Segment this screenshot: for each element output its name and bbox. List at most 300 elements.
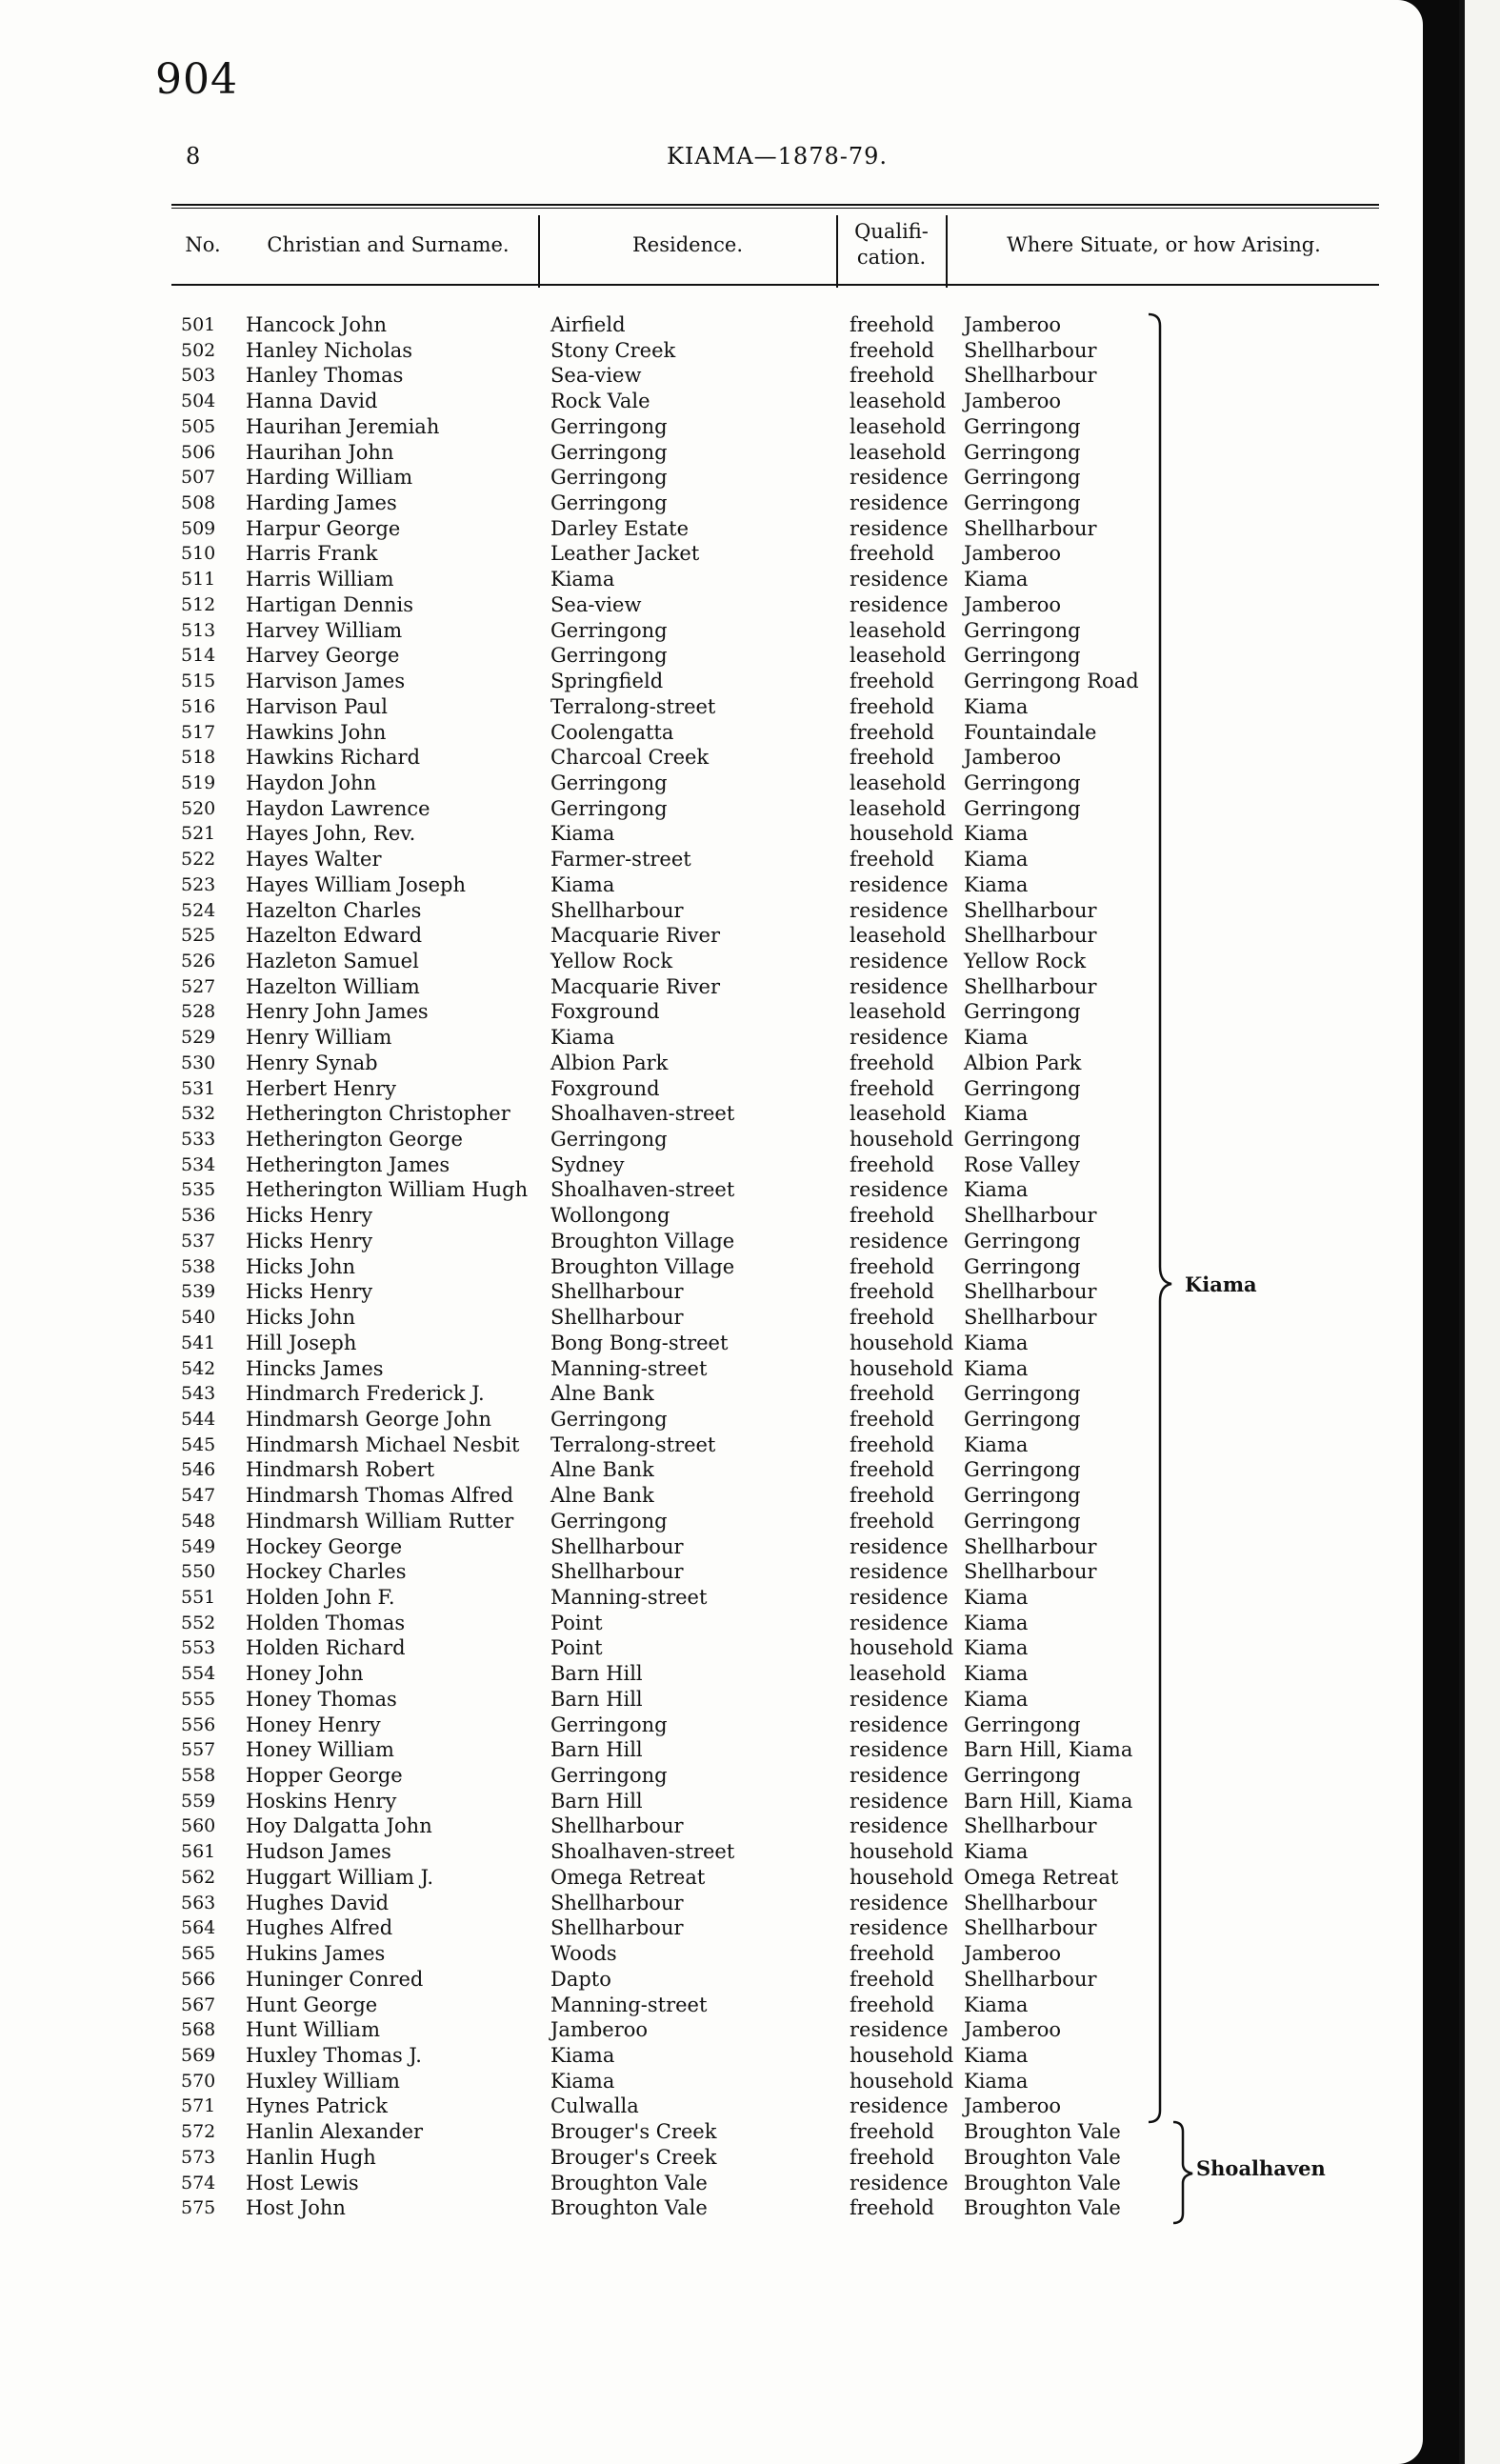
residence: Springfield xyxy=(550,670,664,693)
where-situate: Shellharbour xyxy=(964,338,1097,362)
voter-name: Huxley William xyxy=(246,2069,400,2093)
table-row xyxy=(0,1356,1423,1382)
table-row xyxy=(0,1534,1423,1560)
voter-name: Hukins James xyxy=(246,1942,386,1966)
where-situate: Jamberoo xyxy=(964,746,1062,770)
qualification: freehold xyxy=(850,670,934,693)
entry-number: 562 xyxy=(181,1866,216,1888)
qualification: leasehold xyxy=(850,796,947,820)
residence: Yellow Rock xyxy=(550,950,673,972)
table-row xyxy=(0,618,1423,644)
table-row xyxy=(0,1915,1423,1941)
qualification: residence xyxy=(850,2094,949,2118)
residence: Leather Jacket xyxy=(550,542,700,566)
page-number: 8 xyxy=(186,143,201,170)
where-situate: Shellharbour xyxy=(964,516,1097,540)
residence: Culwalla xyxy=(550,2094,639,2118)
header-qualification: Qualifi- cation. xyxy=(854,220,929,269)
entry-number: 516 xyxy=(181,695,216,717)
qualification: freehold xyxy=(850,1432,934,1456)
qualification: household xyxy=(850,2069,954,2093)
voter-name: Hindmarch Frederick J. xyxy=(246,1382,485,1406)
qualification: residence xyxy=(850,872,949,896)
voter-name: Huxley Thomas J. xyxy=(246,2043,422,2067)
qualification: residence xyxy=(850,1178,949,1202)
where-situate: Albion Park xyxy=(964,1051,1082,1074)
table-row xyxy=(0,2093,1423,2119)
voter-name: Hetherington George xyxy=(246,1128,463,1152)
voter-name: Hanley Nicholas xyxy=(246,338,413,362)
where-situate: Kiama xyxy=(964,694,1029,718)
qualification: leasehold xyxy=(850,414,947,438)
qualification: leasehold xyxy=(850,924,947,948)
voter-name: Hancock John xyxy=(246,313,388,336)
table-row xyxy=(0,414,1423,440)
voter-name: Hindmarsh George John xyxy=(246,1407,491,1431)
entry-number: 542 xyxy=(181,1357,216,1379)
voter-name: Hockey Charles xyxy=(246,1560,407,1584)
qualification: residence xyxy=(850,1586,949,1609)
kiama-brace xyxy=(1143,312,1181,2132)
residence: Barn Hill xyxy=(550,1687,643,1711)
qualification: freehold xyxy=(850,313,934,336)
voter-name: Hazelton William xyxy=(246,974,420,998)
where-situate: Broughton Vale xyxy=(964,2171,1121,2194)
where-situate: Jamberoo xyxy=(964,542,1062,566)
where-situate: Kiama xyxy=(964,1993,1029,2016)
where-situate: Gerringong xyxy=(964,466,1081,490)
voter-name: Harvey George xyxy=(246,644,400,668)
table-row xyxy=(0,669,1423,694)
table-row xyxy=(0,491,1423,516)
residence: Gerringong xyxy=(550,618,668,642)
qualification: household xyxy=(850,2043,954,2067)
where-situate: Gerringong xyxy=(964,644,1081,668)
voter-name: Hunt William xyxy=(246,2018,380,2042)
qualification: freehold xyxy=(850,1204,934,1228)
table-row xyxy=(0,898,1423,924)
table-row xyxy=(0,1585,1423,1611)
shoalhaven-brace xyxy=(1168,2120,1200,2225)
where-situate: Jamberoo xyxy=(964,390,1062,413)
residence: Kiama xyxy=(550,2069,615,2093)
voter-name: Harpur George xyxy=(246,516,401,540)
qualification: leasehold xyxy=(850,1000,947,1024)
entry-number: 520 xyxy=(181,797,216,819)
voter-name: Honey William xyxy=(246,1738,394,1762)
table-row xyxy=(0,796,1423,822)
voter-name: Hayes Walter xyxy=(246,848,382,871)
voter-name: Hicks John xyxy=(246,1306,356,1330)
where-situate: Gerringong xyxy=(964,1484,1081,1508)
where-situate: Gerringong xyxy=(964,1229,1081,1252)
residence: Gerringong xyxy=(550,1407,668,1431)
qualification: residence xyxy=(850,491,949,515)
where-situate: Gerringong xyxy=(964,414,1081,438)
entry-number: 549 xyxy=(181,1535,216,1557)
residence: Barn Hill xyxy=(550,1789,643,1813)
qualification: freehold xyxy=(850,2196,934,2220)
residence: Alne Bank xyxy=(550,1484,654,1508)
voter-name: Hicks Henry xyxy=(246,1280,373,1304)
qualification: household xyxy=(850,1128,954,1152)
table-row xyxy=(0,1483,1423,1509)
table-row xyxy=(0,1967,1423,1993)
residence: Shellharbour xyxy=(550,1560,684,1584)
table-row xyxy=(0,1203,1423,1229)
qualification: residence xyxy=(850,516,949,540)
where-situate: Gerringong xyxy=(964,1000,1081,1024)
residence: Gerringong xyxy=(550,644,668,668)
residence: Macquarie River xyxy=(550,924,720,948)
where-situate: Broughton Vale xyxy=(964,2196,1121,2220)
qualification: residence xyxy=(850,950,949,972)
entry-number: 535 xyxy=(181,1179,216,1201)
where-situate: Gerringong xyxy=(964,1076,1081,1100)
table-row xyxy=(0,2017,1423,2043)
entry-number: 559 xyxy=(181,1790,216,1812)
header-where: Where Situate, or how Arising. xyxy=(1007,233,1321,256)
voter-name: Huggart William J. xyxy=(246,1865,434,1889)
table-row xyxy=(0,643,1423,669)
entry-number: 560 xyxy=(181,1815,216,1837)
where-situate: Shellharbour xyxy=(964,898,1097,922)
qualification: leasehold xyxy=(850,771,947,794)
qualification: residence xyxy=(850,1687,949,1711)
qualification: freehold xyxy=(850,720,934,744)
residence: Wollongong xyxy=(550,1204,670,1228)
where-situate: Kiama xyxy=(964,2043,1029,2067)
where-situate: Shellharbour xyxy=(964,924,1097,948)
where-situate: Kiama xyxy=(964,1178,1029,1202)
qualification: freehold xyxy=(850,694,934,718)
entry-number: 534 xyxy=(181,1153,216,1175)
voter-name: Hindmarsh Michael Nesbit xyxy=(246,1432,520,1456)
residence: Rock Vale xyxy=(550,390,650,413)
entry-number: 569 xyxy=(181,2044,216,2066)
qualification: residence xyxy=(850,1814,949,1838)
where-situate: Shellharbour xyxy=(964,974,1097,998)
entry-number: 517 xyxy=(181,721,216,743)
qualification: residence xyxy=(850,1560,949,1584)
voter-name: Hindmarsh William Rutter xyxy=(246,1509,514,1532)
qualification: residence xyxy=(850,1026,949,1050)
table-row xyxy=(0,999,1423,1025)
table-row xyxy=(0,1661,1423,1687)
qualification: freehold xyxy=(850,1509,934,1532)
table-row xyxy=(0,1305,1423,1331)
table-row xyxy=(0,312,1423,338)
table-row xyxy=(0,1611,1423,1636)
entry-number: 518 xyxy=(181,747,216,769)
voter-name: Hazelton Charles xyxy=(246,898,422,922)
entry-number: 526 xyxy=(181,951,216,972)
where-situate: Gerringong xyxy=(964,771,1081,794)
header-name: Christian and Surname. xyxy=(267,233,510,256)
where-situate: Shellharbour xyxy=(964,1204,1097,1228)
voter-name: Host Lewis xyxy=(246,2171,359,2194)
table-row xyxy=(0,720,1423,746)
entry-number: 529 xyxy=(181,1027,216,1049)
residence: Kiama xyxy=(550,872,615,896)
entry-number: 523 xyxy=(181,873,216,895)
where-situate: Kiama xyxy=(964,1687,1029,1711)
entry-number: 505 xyxy=(181,415,216,437)
entry-number: 570 xyxy=(181,2070,216,2092)
entry-number: 551 xyxy=(181,1587,216,1608)
voter-name: Hudson James xyxy=(246,1840,391,1864)
group-label-kiama: Kiama xyxy=(1185,1272,1257,1296)
where-situate: Gerringong xyxy=(964,440,1081,464)
where-situate: Gerringong xyxy=(964,796,1081,820)
residence: Shellharbour xyxy=(550,1891,684,1914)
voter-name: Haydon Lawrence xyxy=(246,796,430,820)
entry-number: 536 xyxy=(181,1205,216,1227)
residence: Broughton Village xyxy=(550,1229,735,1252)
where-situate: Shellharbour xyxy=(964,1280,1097,1304)
qualification: freehold xyxy=(850,542,934,566)
qualification: freehold xyxy=(850,338,934,362)
where-situate: Gerringong xyxy=(964,618,1081,642)
residence: Alne Bank xyxy=(550,1458,654,1482)
residence: Broughton Vale xyxy=(550,2196,708,2220)
table-row xyxy=(0,541,1423,567)
table-row xyxy=(0,1763,1423,1789)
table-row xyxy=(0,2043,1423,2069)
voter-name: Hayes William Joseph xyxy=(246,872,466,896)
table-row xyxy=(0,847,1423,872)
table-row xyxy=(0,1331,1423,1356)
entry-number: 501 xyxy=(181,314,216,335)
qualification: freehold xyxy=(850,1280,934,1304)
qualification: residence xyxy=(850,568,949,591)
where-situate: Kiama xyxy=(964,1662,1029,1686)
where-situate: Kiama xyxy=(964,848,1029,871)
entry-number: 515 xyxy=(181,671,216,692)
residence: Kiama xyxy=(550,1026,615,1050)
where-situate: Jamberoo xyxy=(964,592,1062,616)
qualification: residence xyxy=(850,898,949,922)
entry-number: 519 xyxy=(181,771,216,793)
qualification: freehold xyxy=(850,1942,934,1966)
entry-number: 511 xyxy=(181,569,216,591)
where-situate: Gerringong xyxy=(964,1764,1081,1788)
residence: Gerringong xyxy=(550,1764,668,1788)
table-row xyxy=(0,567,1423,592)
table-row xyxy=(0,1839,1423,1865)
residence: Foxground xyxy=(550,1076,660,1100)
table-row xyxy=(0,592,1423,618)
where-situate: Gerringong xyxy=(964,1713,1081,1736)
entry-number: 574 xyxy=(181,2172,216,2194)
voter-name: Hanlin Alexander xyxy=(246,2120,424,2144)
header-rule-bottom xyxy=(171,284,1379,286)
voter-name: Harvison James xyxy=(246,670,406,693)
header-rule-top xyxy=(171,204,1379,206)
table-row xyxy=(0,1941,1423,1967)
qualification: residence xyxy=(850,1764,949,1788)
qualification: residence xyxy=(850,1891,949,1914)
voter-name: Harvey William xyxy=(246,618,403,642)
residence: Shellharbour xyxy=(550,1306,684,1330)
residence: Gerringong xyxy=(550,1713,668,1736)
table-row xyxy=(0,1127,1423,1152)
qualification: household xyxy=(850,822,954,846)
residence: Gerringong xyxy=(550,466,668,490)
table-row xyxy=(0,1432,1423,1458)
voter-name: Henry William xyxy=(246,1026,392,1050)
table-row xyxy=(0,1457,1423,1483)
qualification: freehold xyxy=(850,1254,934,1278)
where-situate: Shellharbour xyxy=(964,1891,1097,1914)
where-situate: Jamberoo xyxy=(964,2018,1062,2042)
voter-name: Hetherington William Hugh xyxy=(246,1178,529,1202)
qualification: leasehold xyxy=(850,1102,947,1126)
table-row xyxy=(0,1687,1423,1713)
qualification: freehold xyxy=(850,2120,934,2144)
qualification: residence xyxy=(850,592,949,616)
where-situate: Kiama xyxy=(964,1026,1029,1050)
voter-name: Hughes Alfred xyxy=(246,1916,393,1940)
entry-number: 558 xyxy=(181,1765,216,1787)
residence: Terralong-street xyxy=(550,1432,716,1456)
entry-number: 568 xyxy=(181,2019,216,2041)
table-row xyxy=(0,2119,1423,2145)
residence: Shoalhaven-street xyxy=(550,1840,735,1864)
where-situate: Kiama xyxy=(964,1331,1029,1354)
entry-number: 573 xyxy=(181,2146,216,2168)
entry-number: 527 xyxy=(181,975,216,997)
voter-name: Hoskins Henry xyxy=(246,1789,397,1813)
entry-number: 503 xyxy=(181,365,216,387)
voter-name: Honey John xyxy=(246,1662,364,1686)
where-situate: Kiama xyxy=(964,2069,1029,2093)
where-situate: Shellharbour xyxy=(964,1534,1097,1558)
where-situate: Gerringong xyxy=(964,1407,1081,1431)
residence: Brouger's Creek xyxy=(550,2145,717,2169)
table-row xyxy=(0,821,1423,847)
residence: Sea-view xyxy=(550,364,642,388)
residence: Gerringong xyxy=(550,414,668,438)
table-row xyxy=(0,1407,1423,1432)
table-row xyxy=(0,1381,1423,1407)
table-row xyxy=(0,1025,1423,1051)
table-row xyxy=(0,949,1423,974)
table-row xyxy=(0,1076,1423,1102)
residence: Manning-street xyxy=(550,1356,708,1380)
voter-name: Hanna David xyxy=(246,390,378,413)
qualification: freehold xyxy=(850,2145,934,2169)
qualification: freehold xyxy=(850,1458,934,1482)
residence: Charcoal Creek xyxy=(550,746,710,770)
residence: Sea-view xyxy=(550,592,642,616)
residence: Broughton Vale xyxy=(550,2171,708,2194)
entry-number: 509 xyxy=(181,517,216,539)
adjacent-page-edge xyxy=(1459,0,1500,2464)
residence: Stony Creek xyxy=(550,338,676,362)
residence: Brouger's Creek xyxy=(550,2120,717,2144)
residence: Shoalhaven-street xyxy=(550,1178,735,1202)
table-row xyxy=(0,2195,1423,2221)
residence: Gerringong xyxy=(550,1128,668,1152)
residence: Terralong-street xyxy=(550,694,716,718)
qualification: residence xyxy=(850,466,949,490)
voter-name: Hindmarsh Thomas Alfred xyxy=(246,1484,514,1508)
where-situate: Gerringong xyxy=(964,1382,1081,1406)
qualification: freehold xyxy=(850,364,934,388)
entry-number: 567 xyxy=(181,1993,216,2015)
residence: Macquarie River xyxy=(550,974,720,998)
voter-name: Hanley Thomas xyxy=(246,364,404,388)
table-row xyxy=(0,694,1423,720)
entry-number: 552 xyxy=(181,1612,216,1633)
header-rule-top-thin xyxy=(171,208,1379,209)
residence: Kiama xyxy=(550,822,615,846)
table-row xyxy=(0,1993,1423,2018)
where-situate: Shellharbour xyxy=(964,1967,1097,1991)
voter-name: Hincks James xyxy=(246,1356,384,1380)
voter-name: Hazelton Edward xyxy=(246,924,423,948)
entry-number: 513 xyxy=(181,619,216,641)
qualification: residence xyxy=(850,2018,949,2042)
residence: Point xyxy=(550,1636,603,1660)
entry-number: 553 xyxy=(181,1637,216,1659)
table-row xyxy=(0,1152,1423,1178)
entry-number: 541 xyxy=(181,1332,216,1353)
where-situate: Kiama xyxy=(964,1356,1029,1380)
voter-name: Hicks Henry xyxy=(246,1229,373,1252)
residence: Gerringong xyxy=(550,491,668,515)
qualification: residence xyxy=(850,974,949,998)
voter-name: Haurihan Jeremiah xyxy=(246,414,440,438)
where-situate: Kiama xyxy=(964,1636,1029,1660)
voter-name: Harding James xyxy=(246,491,397,515)
qualification: residence xyxy=(850,1738,949,1762)
qualification: residence xyxy=(850,1713,949,1736)
where-situate: Gerringong xyxy=(964,1128,1081,1152)
qualification: household xyxy=(850,1636,954,1660)
voter-name: Hoy Dalgatta John xyxy=(246,1814,432,1838)
voter-name: Haydon John xyxy=(246,771,377,794)
voter-name: Henry John James xyxy=(246,1000,429,1024)
table-row xyxy=(0,1635,1423,1661)
entry-number: 538 xyxy=(181,1255,216,1277)
folio-number: 904 xyxy=(155,55,238,104)
residence: Woods xyxy=(550,1942,617,1966)
voter-name: Herbert Henry xyxy=(246,1076,396,1100)
residence: Shellharbour xyxy=(550,1916,684,1940)
voter-name: Harris Frank xyxy=(246,542,378,566)
entry-number: 547 xyxy=(181,1485,216,1507)
voter-name: Hetherington James xyxy=(246,1152,450,1176)
residence: Jamberoo xyxy=(550,2018,649,2042)
where-situate: Omega Retreat xyxy=(964,1865,1119,1889)
voter-name: Hicks Henry xyxy=(246,1204,373,1228)
where-situate: Kiama xyxy=(964,568,1029,591)
where-situate: Kiama xyxy=(964,1102,1029,1126)
entry-number: 543 xyxy=(181,1383,216,1405)
page-title: KIAMA—1878-79. xyxy=(667,143,889,170)
residence: Alne Bank xyxy=(550,1382,654,1406)
qualification: residence xyxy=(850,1916,949,1940)
voter-name: Holden John F. xyxy=(246,1586,395,1609)
voter-name: Hopper George xyxy=(246,1764,403,1788)
residence: Foxground xyxy=(550,1000,660,1024)
table-row xyxy=(0,465,1423,491)
voter-name: Hill Joseph xyxy=(246,1331,357,1354)
header-residence: Residence. xyxy=(632,233,743,256)
residence: Barn Hill xyxy=(550,1662,643,1686)
